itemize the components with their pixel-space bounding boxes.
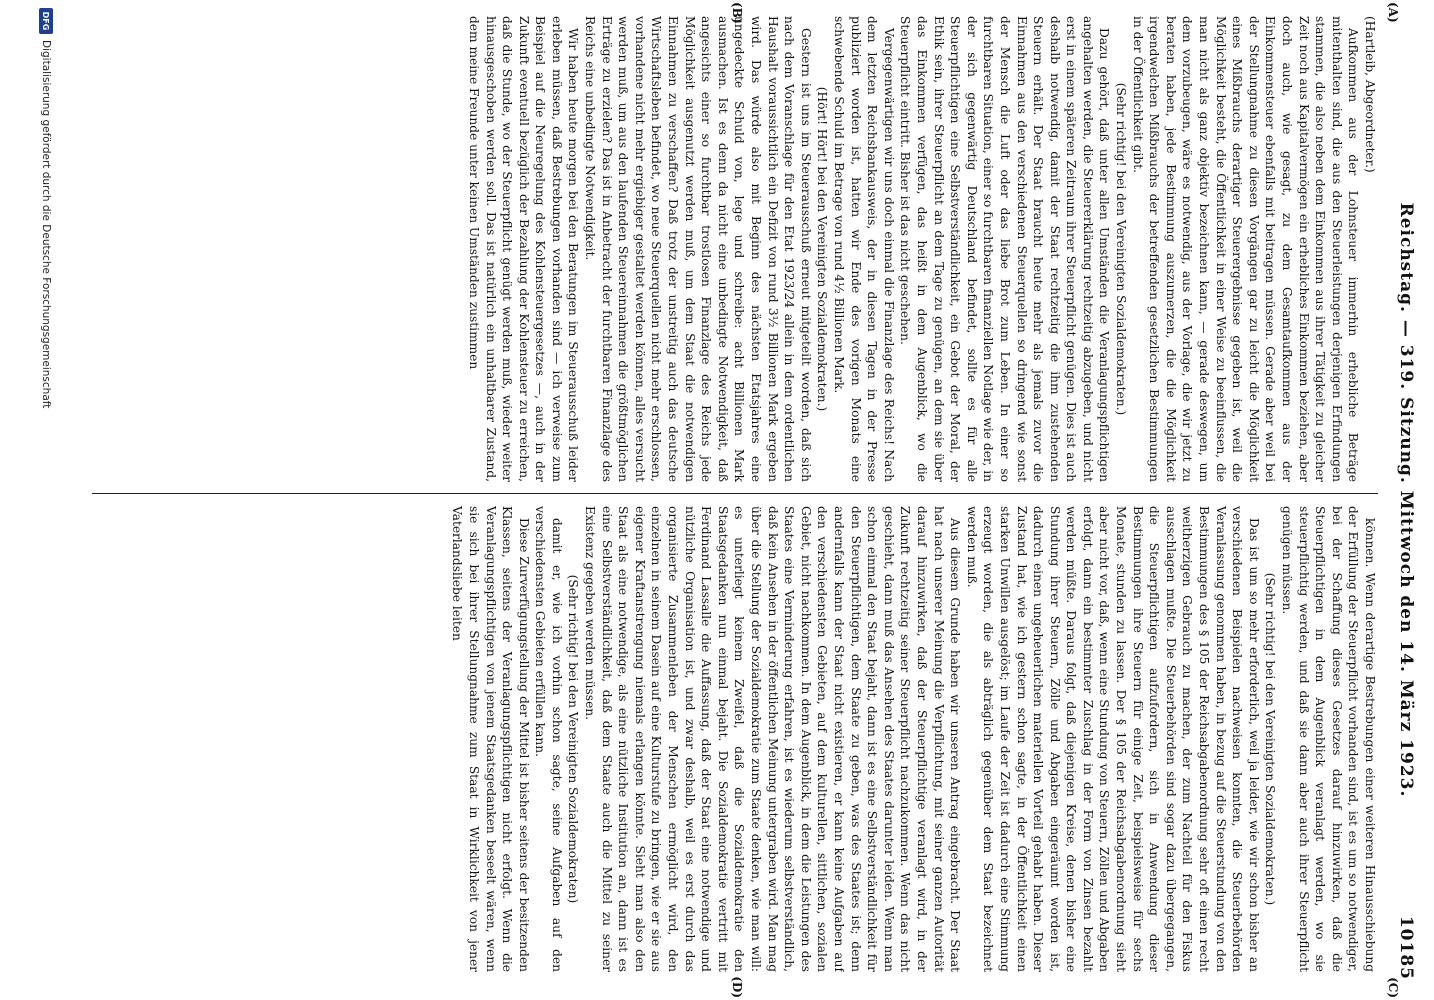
paragraph: damit er, wie ich vorhin schon sagte, seine Aufgaben auf den verschiedensten Gebieten erfüllen kann. — [533, 506, 564, 972]
margin-marker-d: (D) — [730, 976, 744, 998]
interjection: (Hört! Hört! bei den Vereinigten Sozialdemokraten.) — [815, 86, 830, 412]
paragraph: Wir haben heute morgen bei den Beratungen im Steuerausschuß leider erleben müssen, daß Bestrebungen vorhanden sind — ich verweise zum Beispiel auf die Neuregelung des Kohlensteuergesetzes —, auch in der Zukunft eventuell bezüglich der Bezahlung der Kohlensteuer zu erreichen, daß die Stunde, wo der Steuerpflicht genügt werden muß, wieder weiter hinausgeschoben werden soll. Das ist natürlich ein unhaltbarer Zustand, dem meine Freunde unter keinen Umständen zustimmen — [466, 16, 581, 482]
paragraph: können. Wenn derartige Bestrebungen einer weiteren Hinausschiebung der Erfüllung der Steuerpflicht vorhanden sind, ist es um so notwendiger, bei der Schaffung dieses Gesetzes darauf hinzuwirken, daß die Steuerpflichtigen in dem Augenblick veranlagt werden, wo sie steuerpflichtig werden, und daß sie dann aber auch ihrer Steuerpflicht genügen müssen. — [1280, 506, 1377, 972]
interjection: (Sehr richtig! bei den Vereinigten Sozialdemokraten.) — [1263, 572, 1278, 906]
speaker-line: (Hartleib, Abgeordneter.) — [1363, 16, 1377, 173]
interjection: (Sehr richtig! bei den Vereinigten Sozialdemokraten) — [566, 574, 581, 904]
page-title: Reichstag. — 319. Sitzung. Mittwoch den 14. März 1923. — [1396, 202, 1416, 798]
dfg-logo-icon: DFG — [39, 8, 53, 34]
paragraph: Aufkommen aus der Lohnsteuer immerhin erhebliche Beträge mitenthalten sind, die aus den Steuerleistungen derjenigen Erfindungen stammen, die also neben dem Einkommen aus ihrer Tätigkeit zu gleicher Zeit noch aus Kapitalvermögen ein erhebliches Einkommen beziehen, aber doch auch, wie gesagt, zu dem Gesamtaufkommen aus der Einkommensteuer ebenfalls mit beitragen müssen. Gerade aber weil bei der Stellungnahme zu diesen Vorgängen gar zu leicht die Möglichkeit eines Mißbrauchs derartiger Steuerergebnisse gegeben ist, weil die Möglichkeit besteht, die Öffentlichkeit in einer Weise zu beeinflussen, die man nicht als ganz objektiv bezeichnen kann, — gerade deswegen, um dem vorzubeugen, wäre es notwendig, aus der Vorlage, die wir jetzt zu beraten haben, jede Bestimmung auszumerzen, die die Möglichkeit irgendwelchen Mißbrauchs der betreffenden gesetzlichen Bestimmungen in der Öffentlichkeit gibt. — [1130, 16, 1361, 482]
page-number: 10185 — [1396, 915, 1416, 980]
paragraph: Vergegenwärtigen wir uns doch einmal die Finanzlage des Reichs! Nach dem letzten Reichsbankausweis, der in diesen Tagen in der Presse publiziert worden ist, hatten wir Ende des vorigen Monats eine schwebende Schuld im Betrage von rund 4½ Billionen Mark. — [832, 16, 896, 482]
column-divider — [92, 493, 1378, 494]
paragraph: Aus diesem Grunde haben wir unseren Antrag eingebracht. Der Staat hat nach unserer Meinung die Verpflichtung, mit seiner ganzen Autorität darauf hinzuwirken, daß der Steuerpflichtige veranlagt wird, in der Zukunft rechtzeitig seiner Steuerpflicht nachzukommen. Wenn das nicht geschieht, dann muß das Ansehen des Staates darunter leiden. Wenn man schon einmal den Staat bejaht, dann ist es eine Selbstverständlichkeit für den Steuerpflichtigen, dem Staate zu geben, was des Staates ist; denn andernfalls kann der Staat nicht existieren, er kann keine Aufgaben auf den verschiedensten Gebieten, auf dem kulturellen, sittlichen, sozialen Gebiet, nicht nachkommen. In dem Augenblick, in dem die Leistungen des Staates eine Verminderung erfahren, ist es wiederum selbstverständlich, daß kein Ansehen in der öffentlichen Meinung untergraben wird. Man mag über die Stellung der Sozialdemokratie zum Staate denken, wie man will: es unterliegt keinem Zweifel, daß die Sozialdemokratie den Staatsgedanken nun einmal bejaht. Die Sozialdemokratie vertritt mit Ferdinand Lassalle die Auffassung, daß der Staat eine notwendige und nützliche Organisation ist, und zwar deshalb, weil es erst durch das organisierte Zusammenleben der Menschen ermöglicht wird, den einzelnen in seinem Dasein auf eine Kulturstufe zu bringen, wie er sie aus eigener Kraftanstrengung niemals erlangen könnte. Sieht man also den Staat als eine notwendige, als eine nützliche Institution an, dann ist es eine Selbstverständlichkeit, daß dem Staate auch die Mittel zu seiner Existenz gegeben werden müssen. — [583, 506, 963, 972]
rotated-page — [30, 0, 1434, 1000]
paragraph: Diese Zurverfügungstellung der Mittel ist bisher seitens der besitzenden Klassen, seitens der Veranlagungspflichtigen nicht erfolgt. Wenn die Veranlagungspflichtigen von jenem Staatsgedanken beseelt wären, wenn sie sich bei ihrer Stellungnahme zum Staat in Wirklichkeit von jener Vaterlandsliebe leiten — [450, 506, 531, 972]
right-column — [93, 506, 1378, 972]
margin-marker-c: (C) — [1386, 977, 1400, 998]
margin-marker-a: (A) — [1386, 2, 1400, 23]
paragraph: Dazu gehört, daß unter allen Umständen die Veranlagungspflichtigen angehalten werden, die Steuererklärung rechtzeitig abzugeben, und nicht erst in einem späteren Zeitraum ihrer Steuerpflicht genügen. Dies ist auch deshalb notwendig, damit der Staat rechtzeitig die ihm zustehenden Steuern erhält. Der Staat braucht heute mehr als jemals zuvor die Einnahmen aus den verschiedenen Steuerquellen so dringend wie sonst der Mensch die Luft oder das liebe Brot zum Leben. In einer so furchtbaren Situation, einer so furchtbaren finanziellen Notlage wie der, in der sich gegenwärtig Deutschland befindet, sollte es für alle Steuerpflichtigen eine Selbstverständlichkeit, ein Gebot der Moral, der Ethik sein, ihrer Steuerpflicht an dem Tage zu genügen, an dem sie über das Einkommen verfügen, das heißt in dem Augenblick, wo die Steuerpflicht eintritt. Bisher ist das nicht geschehen. — [898, 16, 1112, 482]
interjection: (Sehr richtig! bei den Vereinigten Sozialdemokraten.) — [1114, 82, 1129, 416]
page-header — [1390, 16, 1416, 984]
paragraph: Gestern ist uns im Steuerausschuß erneut mitgeteilt worden, daß sich nach dem Voranschlage für den Etat 1923/24 allein in dem ordentlichen Haushalt voraussichtlich ein Defizit von rund 3½ Billionen Mark ergeben wird. Das würde also mit Beginn des nächsten Etatsjahres eine ungedeckte Schuld von, lege und schreibe: acht Billionen Mark ausmachen. Ist es denn da nicht eine unbedingte Notwendigkeit, daß angesichts einer so furchtbar trostlosen Finanzlage des Reichs jede Möglichkeit ausgenutzt werden muß, um dem Staat die notwendigen Einnahmen zu verschaffen? Daß trotz der unstreitig auch das deutsche Wirtschaftsleben befindet, wo neue Steuerquellen nicht mehr erschlossen, vorhandene nicht mehr ergiebiger gestaltet werden können, alles versucht werden muß, um aus den laufenden Steuereinnahmen die größtmöglichen Erträge zu erzielen? Das ist in Anbetracht der furchtbaren Finanzlage des Reichs eine unbedingte Notwendigkeit. — [583, 16, 813, 482]
left-column — [93, 16, 1378, 482]
margin-marker-b: (B) — [730, 2, 744, 24]
credit-text: Digitalisierung gefördert durch die Deutsche Forschungsgemeinschaft — [40, 40, 52, 409]
paragraph: Das ist um so mehr erforderlich, weil ja leider, wie wir schon bisher an verschiedenen Beispielen nachweisen konnten, die Steuerbehörden Veranlassung genommen haben, in bezug auf die Steuerstundung von den Bestimmungen des § 105 der Reichsabgabenordnung sehr oft einen recht weitherzigen Gebrauch zu machen, der zum Nachteil für den Fiskus ausschlagen mußte. Die Steuerbehörden sind sogar dazu übergegangen, die Steuerpflichtigen aufzufordern, sich in Anwendung dieser Bestimmungen ihre Steuern für einige Zeit, beispielsweise für sechs Monate, stunden zu lassen. Der § 105 der Reichsabgabenordnung sieht aber nicht vor, daß, wenn eine Stundung von Steuern, Zöllen und Abgaben erfolgt, dann ein bestimmter Zuschlag in der Form von Zinsen bezahlt werden müßte. Daraus folgt, daß diejenigen Kreise, denen bisher eine Stundung ihrer Steuern, Zölle und Abgaben eingeräumt worden ist, dadurch einen ungeheuerlichen materiellen Vorteil gehabt haben. Dieser Zustand hat, wie ich gestern schon sagte, in der Öffentlichkeit einen starken Unwillen ausgelöst; im Laufe der Zeit ist dadurch eine Stimmung erzeugt worden, die als abträglich gegenüber dem Staat bezeichnet werden muß. — [964, 506, 1261, 972]
digitization-credit — [30, 0, 62, 1000]
